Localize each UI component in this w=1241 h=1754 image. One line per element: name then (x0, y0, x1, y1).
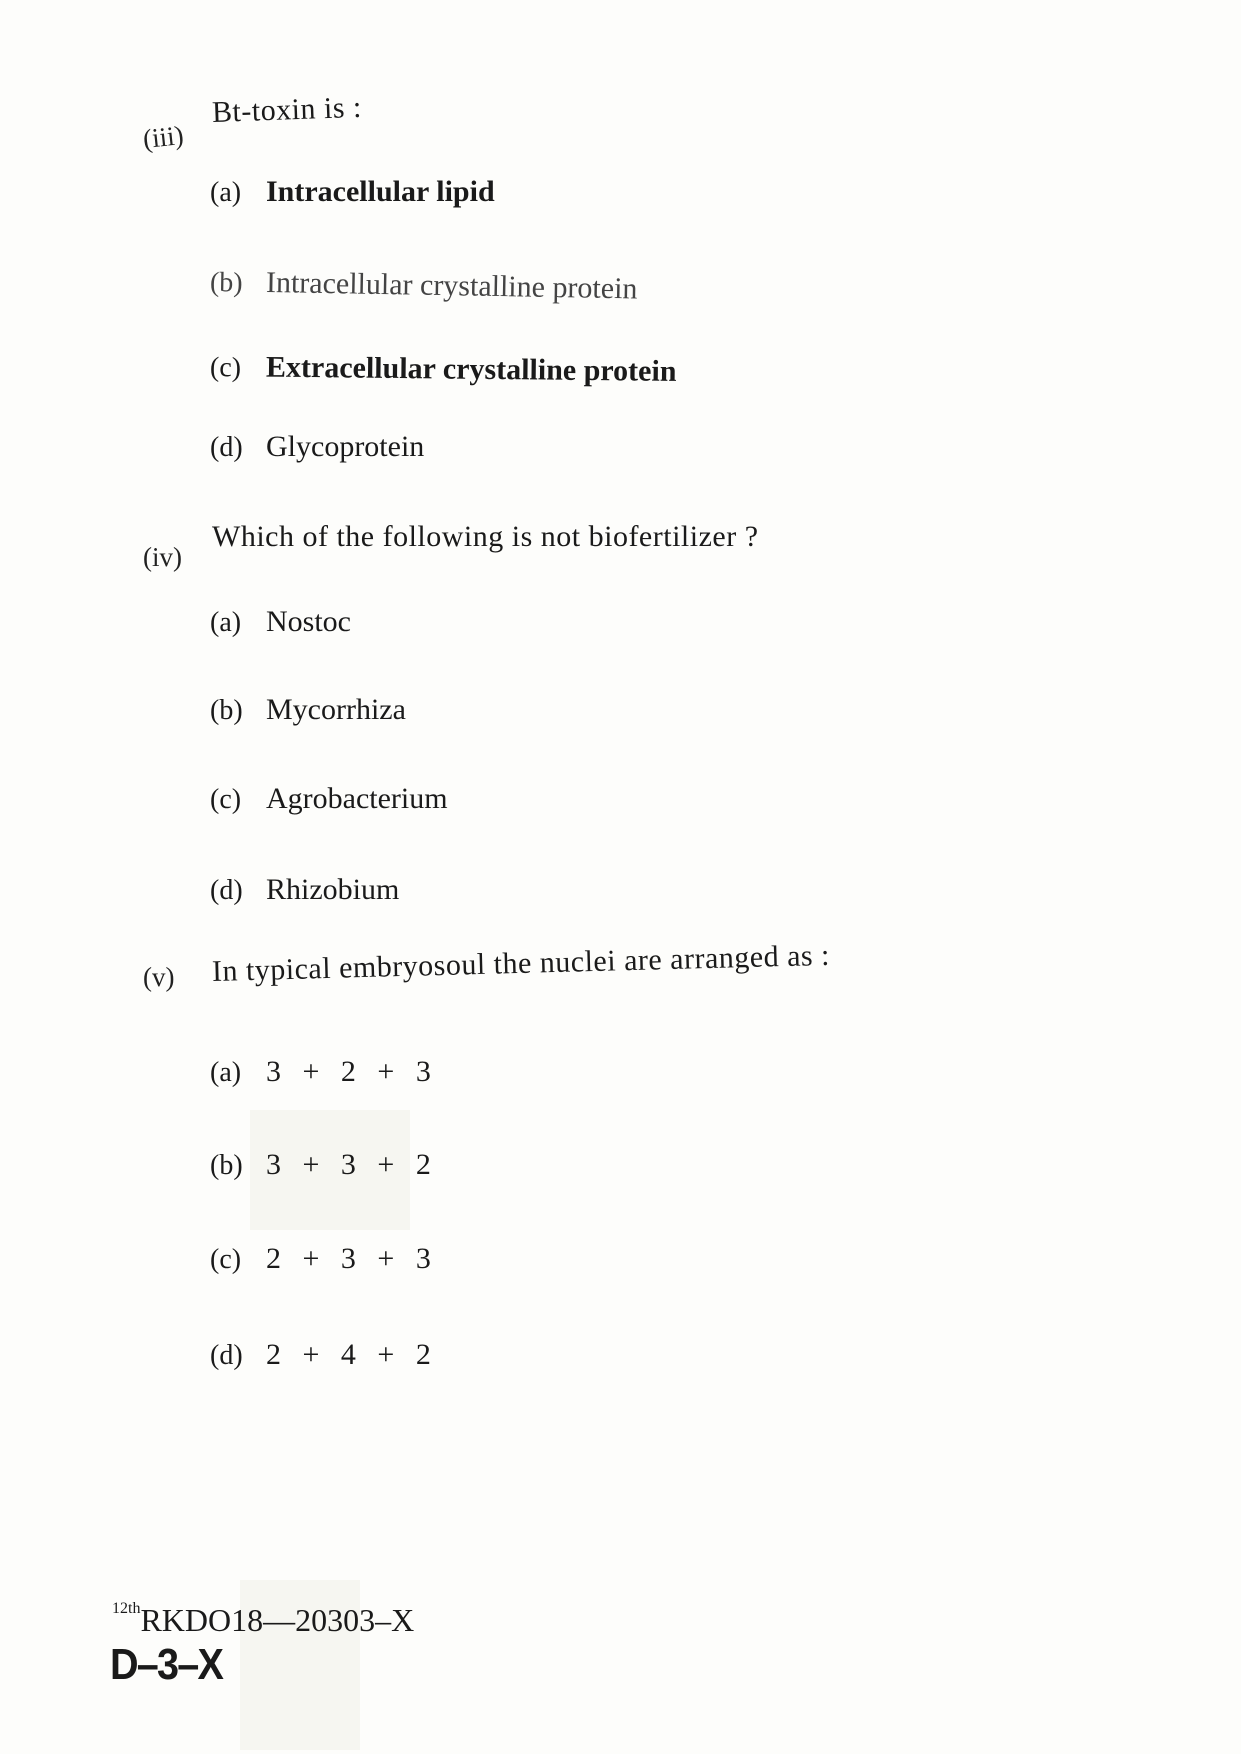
option-d (210, 873, 399, 907)
option-text: Agrobacterium (266, 782, 448, 815)
option-b (210, 693, 406, 727)
option-text: Nostoc (266, 605, 351, 638)
page-code: D–3–X (110, 1640, 223, 1689)
option-label: (d) (210, 875, 243, 906)
option-a (210, 1055, 433, 1089)
option-b (210, 265, 638, 306)
question-text: Bt-toxin is : (211, 90, 363, 129)
question-text: Which of the following is not biofertilizer ? (212, 520, 759, 553)
paper-code-text: RKDO18—20303–X (140, 1602, 415, 1638)
option-label: (a) (210, 1057, 242, 1088)
question-number: (iii) (141, 119, 185, 155)
question-text: In typical embryosoul the nuclei are arranged as : (211, 938, 831, 988)
option-c (210, 782, 448, 816)
option-text: 2 + 3 + 3 (266, 1242, 433, 1275)
option-a (210, 175, 495, 209)
option-label: (c) (209, 352, 242, 384)
option-b (210, 1148, 433, 1182)
option-label: (b) (210, 1150, 243, 1181)
question-number: (v) (143, 962, 175, 992)
option-text: Glycoprotein (266, 430, 425, 463)
paper-superscript: 12th (112, 1600, 141, 1617)
option-label: (c) (210, 784, 242, 815)
option-d (210, 430, 424, 464)
option-d (210, 1338, 433, 1372)
option-text: 2 + 4 + 2 (266, 1338, 433, 1371)
option-label: (a) (210, 177, 242, 208)
option-text: Mycorrhiza (266, 693, 406, 726)
option-text: Intracellular lipid (266, 175, 495, 208)
option-text: 3 + 3 + 2 (266, 1148, 433, 1181)
option-a (210, 605, 351, 639)
option-label: (c) (210, 1244, 242, 1275)
option-text: 3 + 2 + 3 (266, 1055, 433, 1088)
paper-code (112, 1600, 414, 1639)
option-text: Rhizobium (266, 873, 400, 906)
option-label: (d) (210, 1340, 243, 1371)
option-c (210, 1242, 433, 1276)
option-label: (a) (210, 607, 242, 638)
option-label: (d) (210, 432, 243, 463)
question-number: (iv) (143, 542, 182, 572)
option-label: (b) (209, 267, 243, 299)
option-text: Extracellular crystalline protein (265, 350, 677, 388)
option-label: (b) (210, 695, 243, 726)
option-text: Intracellular crystalline protein (265, 265, 638, 306)
option-c (210, 350, 677, 389)
